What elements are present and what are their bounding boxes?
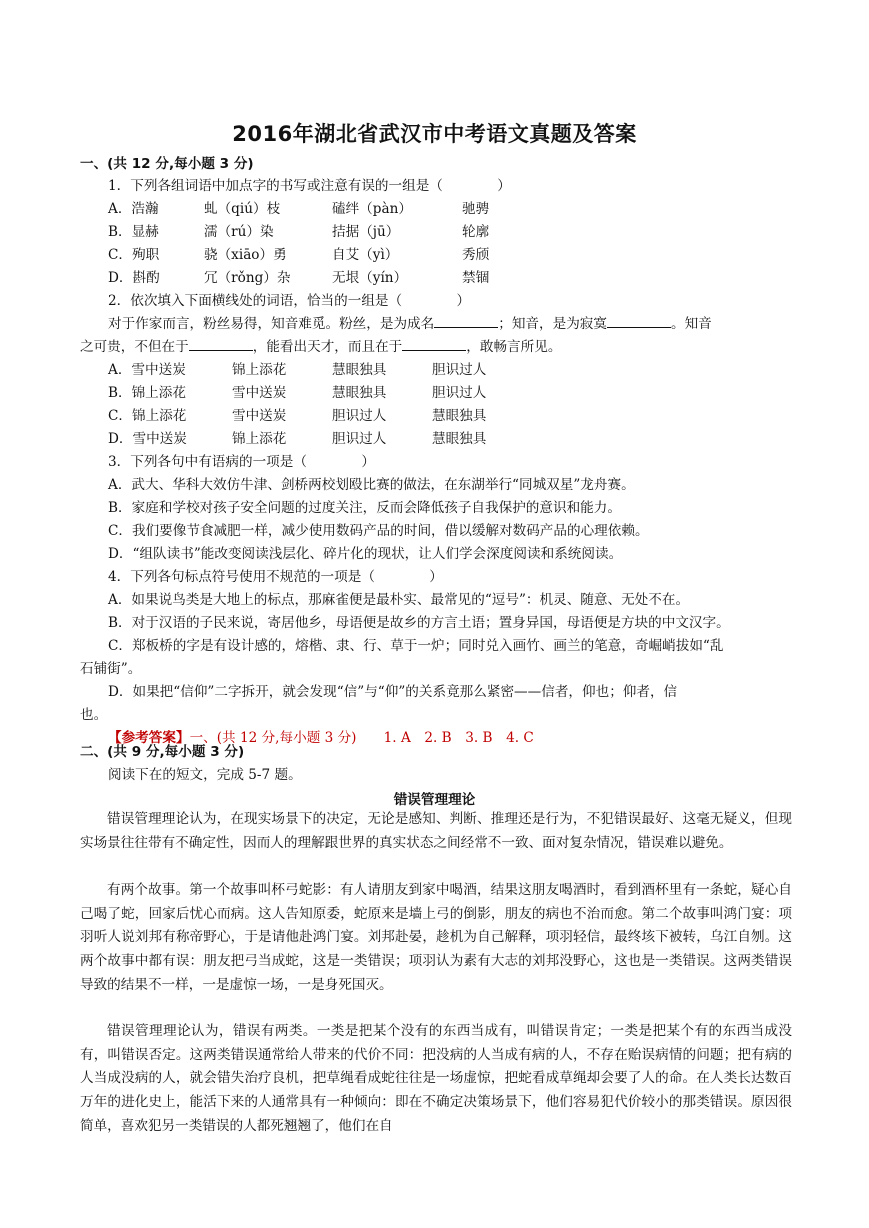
article-paragraph: 有两个故事。第一个故事叫杯弓蛇影：有人请朋友到家中喝酒，结果这朋友喝酒时，看到酒杯里有一条蛇，疑心自己喝了蛇，回家后忧心而病。这人告知原委，蛇原来是墙上弓的倒影，朋友的病也不治而愈。第二个故事叫鸿门宴：项羽听人说刘邦有称帝野心，于是请他赴鸿门宴。刘邦赴晏，趁机为自己解释，项羽轻信，最终垓下被转，乌江自刎。这两个故事中都有误：朋友把弓当成蛇，这是一类错误；项羽认为素有大志的刘邦没野心，这也是一类错误。这两类错误导致的结果不一样，一是虚惊一场，一是身死国灭。 [80,882,792,993]
q3-option-c: C．我们要像节食减肥一样，减少使用数码产品的时间，借以缓解对数码产品的心理依赖。 [108,523,649,539]
option-cell: C．锦上添花 [108,408,187,424]
q2-option-a [108,360,486,380]
q2-text: ，敢畅言所见。 [466,339,562,355]
q1-option-d [108,268,489,288]
q1-stem: 1．下列各组词语中加点字的书写或注意有误的一组是（ ） [108,178,511,194]
q2-text-line1 [108,314,712,334]
option-cell: 雪中送炭 [232,385,287,401]
article-title: 错误管理理论 [393,792,476,808]
q2-option-c [108,406,486,426]
option-cell: A．浩瀚 [108,201,159,217]
q3-option-b: B．家庭和学校对孩子安全问题的过度关注，反而会降低孩子自我保护的意识和能力。 [108,500,621,516]
q2-text: ；知音，是为寂寞 [498,316,607,332]
section2-heading: 二、(共 9 分,每小题 3 分) [80,744,245,760]
q1-option-b [108,222,489,242]
q3-stem: 3．下列各句中有语病的一项是（ ） [108,454,375,470]
q4-option-c-cont: 石铺街”。 [80,661,142,677]
option-cell: 冗（rǒng）杂 [204,270,291,286]
page-title: 2016年湖北省武汉市中考语文真题及答案 [232,122,637,146]
q4-option-d: D．如果把“信仰”二字拆开，就会发现“信”与“仰”的关系竟那么紧密——信者，仰也；仰者，信 [108,684,678,700]
q4-option-d-cont: 也。 [80,707,108,723]
option-cell: D．斟酌 [108,270,160,286]
option-cell: B．锦上添花 [108,385,186,401]
option-cell: 雪中送炭 [232,408,287,424]
q4-option-a: A．如果说鸟类是大地上的标点，那麻雀便是最朴实、最常见的“逗号”：机灵、随意、无处不在。 [108,592,690,608]
q2-text: ，能看出天才，而且在于 [252,339,403,355]
q4-option-b: B．对于汉语的子民来说，寄居他乡，母语便是故乡的方言土语；置身异国，母语便是方块的中文汉字。 [108,615,730,631]
option-cell: 慧眼独具 [332,385,387,401]
option-cell: 虬（qiú）枝 [204,201,281,217]
fill-blank [402,337,466,351]
option-cell: 锦上添花 [232,362,287,378]
option-cell: 胆识过人 [432,362,487,378]
q2-text: 。知音 [671,316,712,332]
answer-tag: 【参考答案】 [108,730,190,746]
option-cell: C．殉职 [108,247,160,263]
option-cell: 骁（xiāo）勇 [204,247,287,263]
option-cell: 秀颀 [462,247,490,263]
article-paragraph: 错误管理理论认为，在现实场景下的决定，无论是感知、判断、推理还是行为，不犯错误最好、这毫无疑义，但现实场景往往带有不确定性，因而人的理解跟世界的真实状态之间经常不一致、面对复杂情况，错误难以避免。 [80,811,792,851]
option-cell: 慧眼独具 [432,431,487,447]
q2-option-d [108,429,486,449]
option-cell: 禁锢 [462,270,490,286]
q2-text-line2 [80,337,561,357]
option-cell: 轮廓 [462,224,490,240]
fill-blank [607,314,671,328]
option-cell: 濡（rú）染 [204,224,274,240]
option-cell: 拮据（jū） [332,224,400,240]
q2-stem: 2．依次填入下面横线处的词语，恰当的一组是（ ） [108,293,471,309]
answer-text: 一、(共 12 分,每小题 3 分) 1. A 2. B 3. B 4. C [189,730,534,746]
option-cell: A．雪中送炭 [108,362,186,378]
q2-option-b [108,383,486,403]
section1-heading: 一、(共 12 分,每小题 3 分) [80,156,254,172]
option-cell: 自艾（yì） [332,247,399,263]
fill-blank [434,314,498,328]
option-cell: 胆识过人 [332,408,387,424]
option-cell: 慧眼独具 [432,408,487,424]
q3-option-d: D．“组队读书”能改变阅读浅层化、碎片化的现状，让人们学会深度阅读和系统阅读。 [108,546,623,562]
option-cell: D．雪中送炭 [108,431,187,447]
option-cell: 驰骋 [462,201,490,217]
option-cell: 胆识过人 [432,385,487,401]
option-cell: 无垠（yín） [332,270,408,286]
section2-intro: 阅读下在的短文，完成 5-7 题。 [108,767,302,783]
q4-option-c: C．郑板桥的字是有设计感的，熔楷、隶、行、草于一炉；同时兑入画竹、画兰的笔意，奇崛峭拔如“乱 [108,638,724,654]
option-cell: 磕绊（pàn） [332,201,412,217]
article-paragraph: 错误管理理论认为，错误有两类。一类是把某个没有的东西当成有，叫错误肯定；一类是把某个有的东西当成没有，叫错误否定。这两类错误通常给人带来的代价不同：把没病的人当成有病的人，不存在贻误病情的问题；把有病的人当成没病的人，就会错失治疗良机，把草绳看成蛇往往是一场虚惊，把蛇看成草绳却会要了人的命。在人类长达数百万年的进化史上，能活下来的人通常具有一种倾向：即在不确定决策场景下，他们容易犯代价较小的那类错误。原因很简单，喜欢犯另一类错误的人都死翘翘了，他们在自 [80,1023,792,1134]
option-cell: B．显赫 [108,224,159,240]
fill-blank [189,337,253,351]
q1-option-c [108,245,489,265]
q4-stem: 4．下列各句标点符号使用不规范的一项是（ ） [108,569,443,585]
option-cell: 胆识过人 [332,431,387,447]
option-cell: 锦上添花 [232,431,287,447]
q2-text: 对于作家而言，粉丝易得，知音难觅。粉丝，是为成名 [108,316,435,332]
q1-option-a [108,199,489,219]
q3-option-a: A．武大、华科大效仿牛津、剑桥两校划殴比赛的做法，在东湖举行“同城双星”龙舟赛。 [108,477,635,493]
q2-text: 之可贵，不但在于 [80,339,189,355]
option-cell: 慧眼独具 [332,362,387,378]
